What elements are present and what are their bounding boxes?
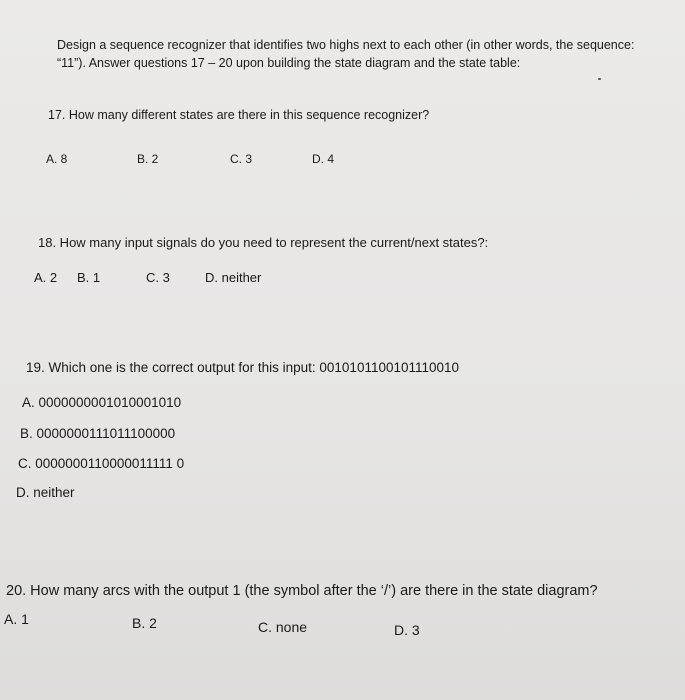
q18-option-b: B. 1: [77, 270, 101, 285]
q17-option-a: A. 8: [46, 152, 68, 166]
q20-option-a: A. 1: [4, 611, 29, 627]
pen-mark: [598, 78, 601, 80]
q17-option-d: D. 4: [312, 152, 335, 166]
question-20: 20. How many arcs with the output 1 (the symbol after the ‘/’) are there in the state diagram?: [6, 583, 598, 599]
question-18: 18. How many input signals do you need to represent the current/next states?:: [38, 235, 489, 250]
q19-option-a: A. 0000000001010001010: [22, 395, 182, 410]
q19-option-d: D. neither: [16, 485, 75, 500]
q17-option-c: C. 3: [230, 152, 253, 166]
q19-option-b: B. 0000000111011100000: [20, 426, 176, 441]
q17-option-b: B. 2: [137, 152, 159, 166]
q18-option-d: D. neither: [205, 270, 262, 285]
q18-option-a: A. 2: [34, 270, 58, 285]
question-17: 17. How many different states are there in this sequence recognizer?: [48, 108, 430, 122]
instructions-line-1: Design a sequence recognizer that identifies two highs next to each other (in other words, the sequence:: [57, 38, 635, 52]
q20-option-b: B. 2: [132, 615, 157, 631]
q18-option-c: C. 3: [146, 270, 170, 285]
q20-option-c: C. none: [258, 619, 308, 635]
q20-option-d: D. 3: [394, 622, 420, 638]
question-19: 19. Which one is the correct output for this input: 0010101100101110010: [26, 360, 460, 375]
q19-option-c: C. 0000000110000011111 0: [18, 456, 185, 471]
instructions-line-2: “11”). Answer questions 17 – 20 upon building the state diagram and the state table:: [57, 56, 521, 70]
instructions: [57, 36, 634, 72]
